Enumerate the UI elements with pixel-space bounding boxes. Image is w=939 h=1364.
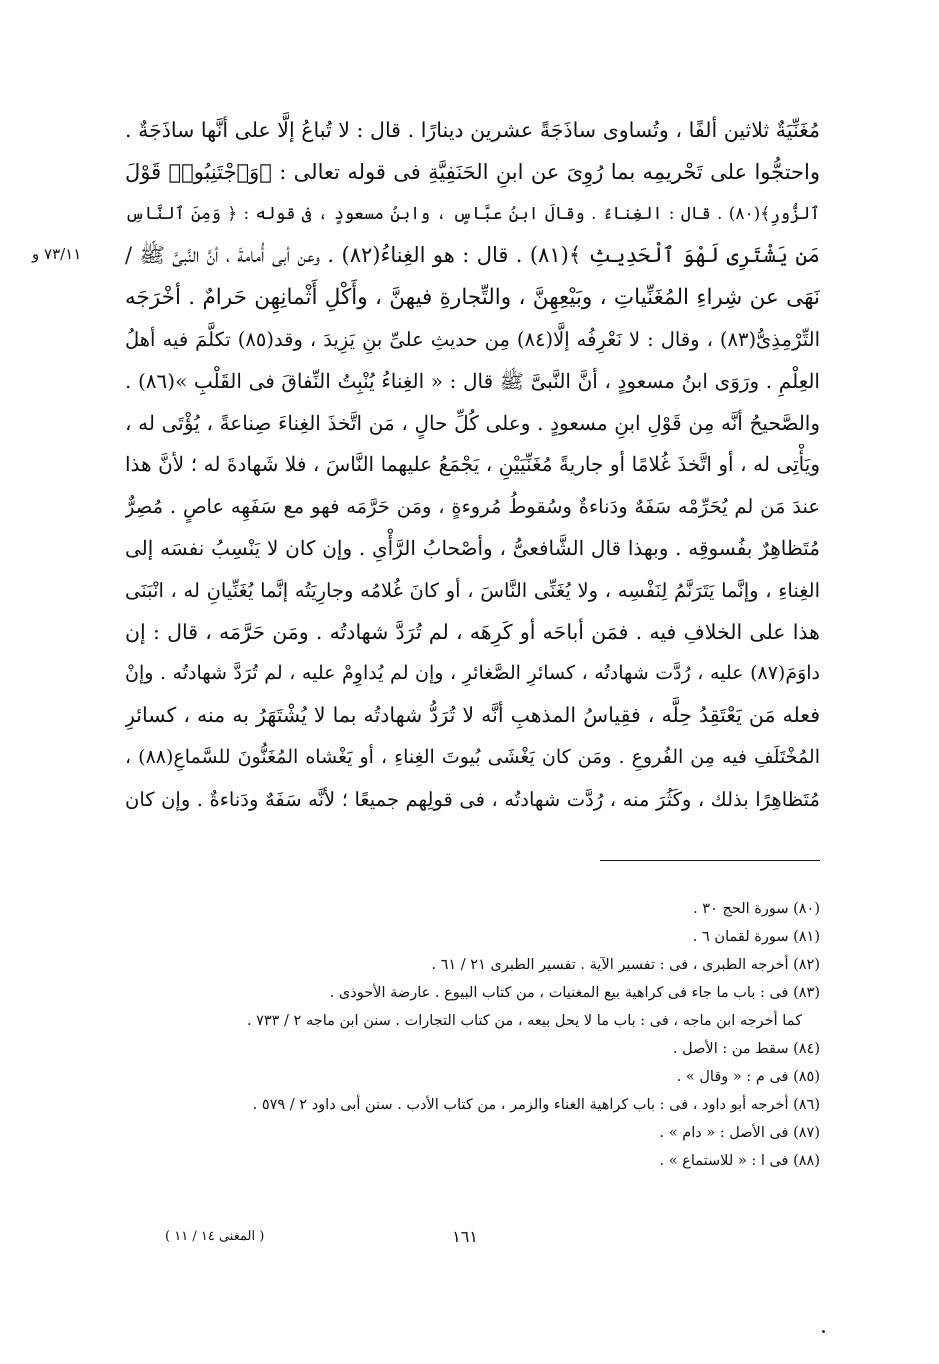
footnote: (٨٢) أخرجه الطبرى ، فى : تفسير الآية . تفسير الطبرى ٢١ / ٦١ . [431, 957, 820, 973]
footnote: (٨١) سورة لقمان ٦ . [692, 929, 820, 945]
footnote: (٨٧) فى الأصل : « دام » . [659, 1125, 820, 1141]
page-footer [125, 1222, 820, 1252]
text-line: مُتَظاهِرًا بذلك ، وكَثُرَ منه ، رُدَّت شهادتُه ، فى قولِهم جميعًا ؛ لأنَّه سَفَهٌ ودَناءةٌ . وإن كان [125, 787, 820, 811]
main-text [125, 110, 820, 821]
text-line: التِّرْمِذِىُّ(٨٣) ، وقال : لا نَعْرِفُه إلَّا(٨٤) مِن حديثِ علىِّ بنِ يَزِيدَ ، وقد(٨٥) تكلَّمَ فيه أهلُ [125, 327, 820, 351]
scan-speck [822, 1330, 825, 1333]
text-line: ويَأْتِى له ، أو اتَّخذَ غُلامًا أو جاريةً مُغَنِّيَيْنِ ، يَجْمَعُ عليهما النَّاسَ ، فلا شَهادةَ له ؛ لأنَّ هذا [125, 452, 820, 477]
footnote-continuation: كما أخرجه ابن ماجه ، فى : باب ما لا يحل بيعه ، من كتاب التجارات . سنن ابن ماجه ٢ / ٧٣٣ . [246, 1013, 802, 1029]
footnote: (٨٦) أخرجه أبو داود ، فى : باب كراهية الغناء والزمر ، من كتاب الأدب . سنن أبى داود ٢ / ٥٧٩ . [252, 1097, 820, 1113]
footnote: (٨٤) سقط من : الأصل . [672, 1041, 820, 1057]
text-line: مُتَظاهِرٌ بفُسوقِه . وبهذا قال الشَّافعىُّ ، وأصْحابُ الرَّأْىِ . وإن كان لا يَنْسِبُ نفسَه إلى [125, 535, 820, 560]
text-line: عندَ مَن لم يُحَرِّمْه سَفَهٌ ودَناءةٌ وسُقوطُ مُروءةٍ ، ومَن حَرَّمَه فهو مع سَفَهِه عاصٍ . مُصِرٌّ [125, 495, 820, 519]
text-line: واحتجُّوا على تَحْريمِه بما رُوِىَ عن ابنِ الحَنَفِيَّةِ فى قوله تعالى : ﴿وَٱجْتَنِبُوا۟ قَوْلَ [125, 159, 820, 184]
page-number: ١٦١ [452, 1227, 478, 1246]
footnote: (٨٠) سورة الحج ٣٠ . [693, 901, 820, 917]
text-line: ٱلزُّورِ﴾(٨٠) . قال : الغِناءُ . وقالَ ابنُ عبَّاسٍ ، وابنُ مسعودٍ ، فى قوله : ﴿ وَمِنَ ٱلنَّاسِ [125, 203, 820, 224]
text-line: المُخْتَلَفِ فيه مِن الفُروعِ . ومَن كان يَغْشَى بُيوتَ الغِناءِ ، أو يَغْشاه المُغَنُّونَ للسَّماعِ(٨٨) ، [125, 745, 820, 768]
text-line: نَهَى عن شِراءِ المُغَنِّياتِ ، وبَيْعِهِنَّ ، والتِّجارةِ فيهنَّ ، وأَكْلِ أَثْمانِهِن حَرامٌ . أخْرَجَه [125, 285, 820, 311]
text-line: مُغَنِّيَةٌ ثلاثين ألفًا ، وتُساوى ساذَجَةً عشرين دينارًا . قال : لا تُباعُ إلَّا على أنَّها ساذَجَةٌ . [125, 118, 820, 142]
printer-signature: ( المغنى ١٤ / ١١ ) [165, 1229, 265, 1244]
text-line: العِلْمِ . ورَوَى ابنُ مسعودٍ ، أنَّ النَّبىَّ ﷺ قال : « الغِناءُ يُنْبِتُ النِّفاقَ فى القَلْبِ »(٨٦) . [125, 368, 820, 393]
text-line: مَن يَشْتَرِى لَهْوَ ٱلْحَدِيثِ ﴾(٨١) . قال : هو الغِناءُ(٨٢) . وعن أبى أُمامةَ ، أنَّ النَّبىَّ ﷺ / [125, 243, 820, 268]
footnote-separator [600, 860, 820, 861]
text-line: فعله مَن يَعْتَقِدُ حِلَّه ، فقِياسُ المذهبِ أنَّه لا تُرَدُّ شهادتُه بما لا يُشْتَهَرُ به منه ، كسائرِ [125, 703, 820, 728]
text-line: والصَّحيحُ أنَّه مِن قَوْلِ ابنِ مسعودٍ . وعلى كُلِّ حالٍ ، مَن اتَّخذَ الغِناءَ صِناعةً ، يُؤْتَى له ، [125, 410, 820, 435]
text-line: داوَمَ(٨٧) عليه ، رُدَّت شهادتُه ، كسائرِ الصَّغائرِ ، وإن لم يُداوِمْ عليه ، لم تُرَدَّ شهادتُه . وإنْ [125, 662, 820, 685]
footnote: (٨٨) فى ا : « للاستماع » . [659, 1153, 820, 1169]
footnotes [180, 895, 820, 1175]
footnote: (٨٥) فى م : « وقال » . [676, 1069, 820, 1085]
footnote: (٨٣) فى : باب ما جاء فى كراهية بيع المغنيات ، من كتاب البيوع . عارضة الأحوذى . [329, 985, 820, 1001]
text-line: الغِناءِ ، وإنَّما يَتَرَنَّمُ لِنَفْسِه ، ولا يُغَنِّى النَّاسَ ، أو كانَ غُلامُه وجارِيَتُه إنَّما يُغَنِّيانِ له ، انْبَنَى [125, 578, 820, 602]
text-line: هذا على الخلافِ فيه . فمَن أباحَه أو كَرِهَه ، لم تُرَدَّ شهادتُه . ومَن حَرَّمَه ، قال : إن [125, 619, 820, 644]
manuscript-folio-reference: ٧٣/١١ و [32, 245, 82, 263]
